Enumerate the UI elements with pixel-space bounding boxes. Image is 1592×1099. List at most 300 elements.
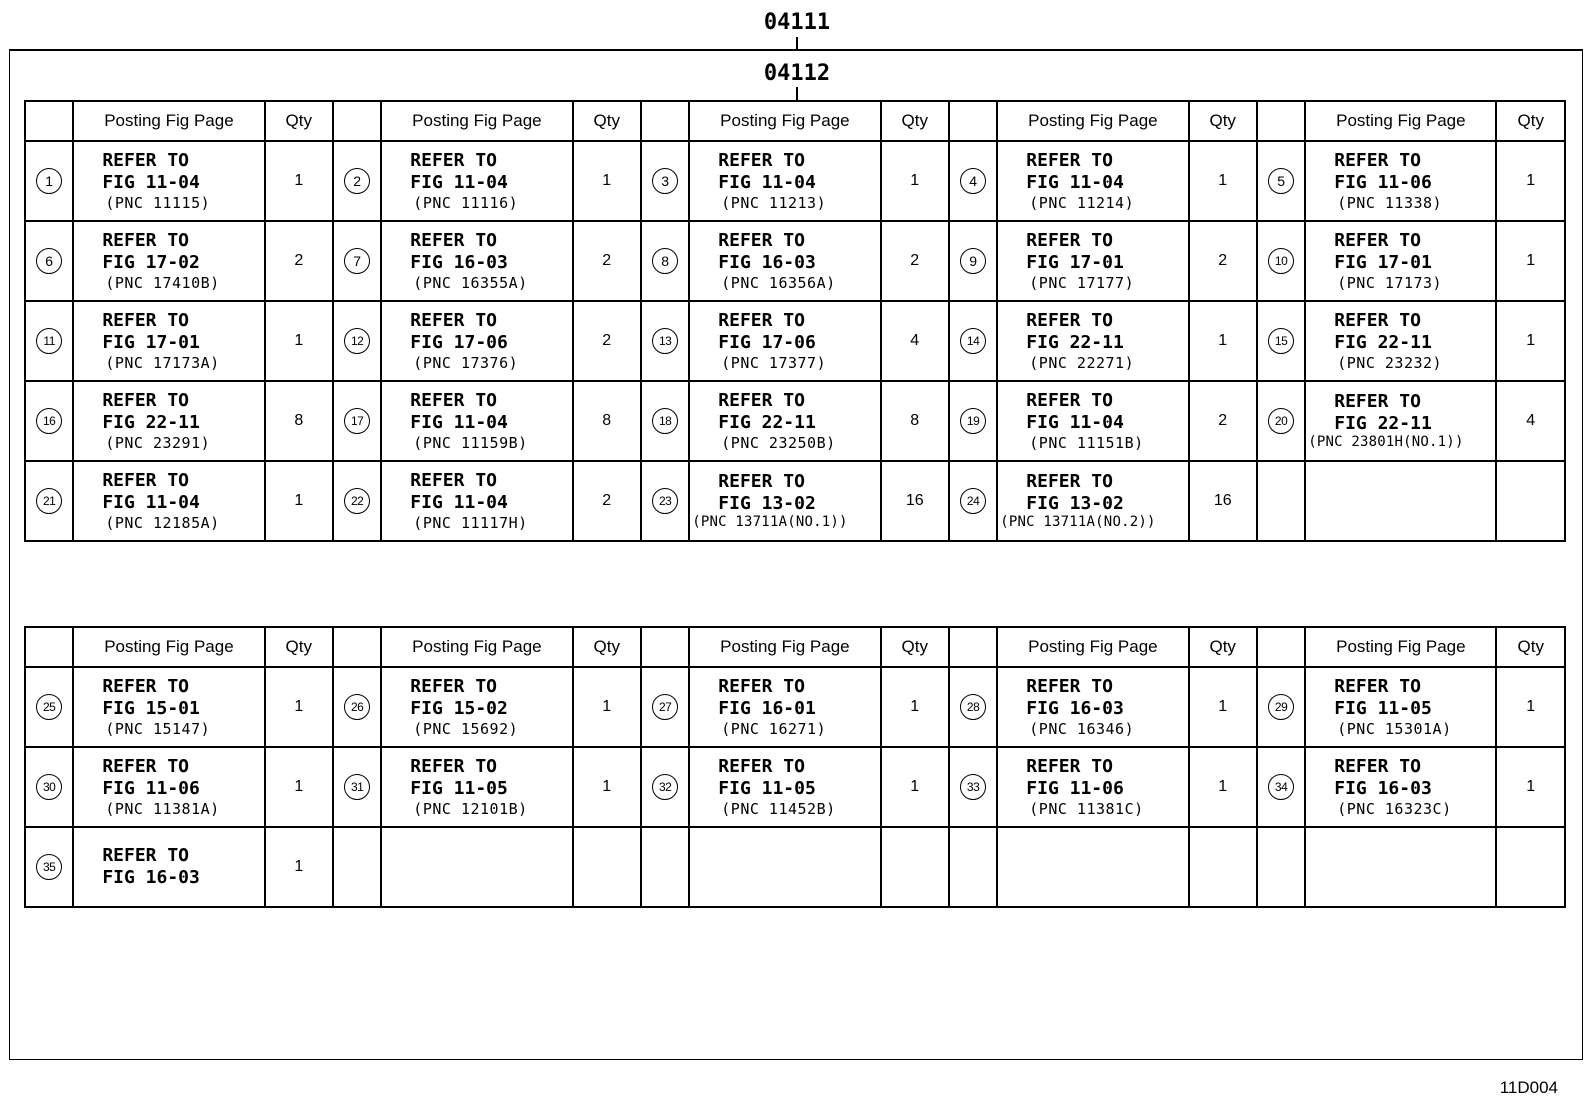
reference-text — [690, 756, 879, 817]
item-number-cell — [1257, 301, 1305, 381]
reference-cell — [1305, 747, 1496, 827]
reference-cell — [1305, 461, 1496, 541]
reference-cell — [997, 461, 1188, 541]
fig-reference: FIG 17-01 — [1026, 252, 1124, 273]
item-number-cell — [333, 141, 381, 221]
reference-text — [1306, 310, 1495, 371]
refer-to-label: REFER TO — [1026, 230, 1113, 252]
fig-reference: FIG 22-11 — [102, 412, 200, 433]
item-number-cell — [641, 381, 689, 461]
reference-text — [74, 390, 263, 451]
pnc-reference: (PNC 11117H) — [413, 513, 528, 532]
header-index-cell — [1257, 101, 1305, 141]
refer-to-label: REFER TO — [102, 470, 190, 492]
header-posting-fig-page: Posting Fig Page — [689, 627, 880, 667]
refer-to-label: REFER TO — [1026, 471, 1113, 492]
qty-cell: 1 — [265, 747, 333, 827]
qty-cell: 2 — [1189, 381, 1257, 461]
fig-reference: FIG 11-04 — [410, 412, 508, 433]
pnc-reference: (PNC 12185A) — [105, 513, 220, 532]
qty-cell: 1 — [265, 827, 333, 907]
item-number-badge: 30 — [36, 774, 62, 800]
refer-to-label: REFER TO — [718, 471, 805, 492]
qty-cell: 1 — [1496, 747, 1565, 827]
fig-reference: FIG 11-05 — [718, 778, 816, 799]
refer-to-label: REFER TO — [1334, 676, 1421, 698]
refer-to-label: REFER TO — [1334, 150, 1421, 172]
pnc-reference: (PNC 23250B) — [721, 433, 836, 452]
item-number-cell — [949, 141, 997, 221]
reference-text — [382, 150, 571, 211]
fig-reference: FIG 22-11 — [1334, 412, 1432, 434]
reference-text — [74, 470, 263, 531]
reference-text — [382, 310, 571, 371]
fig-reference: FIG 11-04 — [1026, 172, 1124, 193]
refer-to-label: REFER TO — [718, 756, 805, 778]
item-number-badge: 12 — [344, 328, 370, 354]
item-number-cell — [641, 221, 689, 301]
header-posting-fig-page: Posting Fig Page — [689, 101, 880, 141]
qty-cell: 8 — [881, 381, 949, 461]
item-number-cell — [949, 301, 997, 381]
fig-reference: FIG 11-06 — [1026, 778, 1124, 799]
item-number-cell — [641, 301, 689, 381]
reference-text — [690, 150, 879, 211]
reference-cell — [997, 667, 1188, 747]
reference-text — [998, 676, 1187, 737]
header-posting-fig-page: Posting Fig Page — [381, 627, 572, 667]
reference-cell — [381, 667, 572, 747]
pnc-reference: (PNC 11452B) — [721, 799, 836, 818]
reference-cell — [997, 381, 1188, 461]
item-number-badge: 5 — [1268, 168, 1294, 194]
reference-text — [1306, 150, 1495, 211]
pnc-reference: (PNC 12101B) — [413, 799, 528, 818]
qty-cell: 1 — [881, 667, 949, 747]
refer-to-label: REFER TO — [102, 310, 190, 332]
reference-cell — [73, 827, 264, 907]
pnc-reference: (PNC 16323C) — [1337, 799, 1452, 818]
header-index-cell — [641, 627, 689, 667]
refer-to-label: REFER TO — [718, 310, 805, 332]
item-number-badge: 7 — [344, 248, 370, 274]
reference-text — [998, 471, 1187, 531]
item-number-cell — [1257, 667, 1305, 747]
reference-cell — [689, 461, 880, 541]
fig-reference: FIG 11-04 — [718, 172, 816, 193]
item-number-cell — [333, 667, 381, 747]
item-number-badge: 14 — [960, 328, 986, 354]
item-number-cell — [1257, 221, 1305, 301]
fig-reference: FIG 11-06 — [1334, 172, 1432, 193]
item-number-cell — [1257, 461, 1305, 541]
item-number-cell — [1257, 381, 1305, 461]
reference-cell — [689, 301, 880, 381]
fig-reference: FIG 17-01 — [102, 332, 200, 353]
qty-cell: 8 — [573, 381, 641, 461]
refer-to-label: REFER TO — [718, 390, 805, 412]
item-number-badge: 16 — [36, 408, 62, 434]
reference-cell — [997, 747, 1188, 827]
item-number-cell — [641, 827, 689, 907]
reference-cell — [381, 141, 572, 221]
fig-reference: FIG 11-06 — [102, 778, 200, 799]
pnc-reference: (PNC 17173A) — [105, 353, 220, 372]
pnc-reference: (PNC 13711A(NO.1)) — [692, 514, 848, 531]
refer-to-label: REFER TO — [1334, 310, 1421, 332]
item-number-cell — [333, 301, 381, 381]
reference-text — [382, 470, 571, 531]
reference-text — [1306, 676, 1495, 737]
pnc-reference: (PNC 15147) — [105, 719, 211, 738]
qty-cell: 1 — [1496, 221, 1565, 301]
qty-cell: 16 — [881, 461, 949, 541]
table-row — [25, 461, 1565, 541]
fig-reference: FIG 15-01 — [102, 698, 200, 719]
callout-04112: 04112 — [763, 61, 831, 86]
item-number-badge: 31 — [344, 774, 370, 800]
table-row — [25, 667, 1565, 747]
refer-to-label: REFER TO — [1334, 230, 1421, 252]
item-number-cell — [641, 747, 689, 827]
refer-to-label: REFER TO — [718, 676, 805, 698]
item-number-badge: 10 — [1268, 248, 1294, 274]
qty-cell: 1 — [1496, 301, 1565, 381]
fig-reference: FIG 15-02 — [410, 698, 508, 719]
item-number-badge: 2 — [344, 168, 370, 194]
reference-cell — [1305, 141, 1496, 221]
table-row — [25, 141, 1565, 221]
reference-cell — [381, 381, 572, 461]
header-qty: Qty — [881, 627, 949, 667]
reference-text — [74, 676, 263, 737]
header-posting-fig-page: Posting Fig Page — [73, 101, 264, 141]
qty-cell: 1 — [573, 747, 641, 827]
qty-cell: 1 — [265, 141, 333, 221]
refer-to-label: REFER TO — [718, 150, 805, 172]
reference-text — [998, 230, 1187, 291]
reference-text — [690, 390, 879, 451]
header-row — [25, 101, 1565, 141]
qty-cell: 1 — [1496, 667, 1565, 747]
item-number-cell — [333, 461, 381, 541]
item-number-cell — [949, 747, 997, 827]
fig-reference: FIG 22-11 — [1334, 332, 1432, 353]
item-number-badge: 8 — [652, 248, 678, 274]
reference-cell — [689, 827, 880, 907]
reference-cell — [997, 827, 1188, 907]
pnc-reference: (PNC 23232) — [1337, 353, 1443, 372]
item-number-badge: 19 — [960, 408, 986, 434]
pnc-reference: (PNC 15692) — [413, 719, 519, 738]
table-row — [25, 827, 1565, 907]
reference-text — [382, 756, 571, 817]
fig-reference: FIG 11-04 — [102, 492, 200, 513]
fig-reference: FIG 11-04 — [102, 172, 200, 193]
qty-cell: 1 — [1189, 141, 1257, 221]
item-number-badge: 24 — [960, 488, 986, 514]
qty-cell: 1 — [1189, 667, 1257, 747]
reference-cell — [73, 221, 264, 301]
pnc-reference: (PNC 17410B) — [105, 273, 220, 292]
qty-cell: 1 — [1189, 301, 1257, 381]
header-posting-fig-page: Posting Fig Page — [73, 627, 264, 667]
pnc-reference: (PNC 11151B) — [1029, 433, 1144, 452]
item-number-cell — [1257, 747, 1305, 827]
header-qty: Qty — [265, 627, 333, 667]
pnc-reference: (PNC 17177) — [1029, 273, 1135, 292]
reference-text — [74, 230, 263, 291]
refer-to-label: REFER TO — [410, 756, 497, 778]
pnc-reference: (PNC 11213) — [721, 193, 827, 212]
refer-to-label: REFER TO — [1026, 390, 1113, 412]
header-index-cell — [949, 627, 997, 667]
item-number-badge: 1 — [36, 168, 62, 194]
item-number-badge: 9 — [960, 248, 986, 274]
refer-to-label: REFER TO — [102, 390, 190, 412]
header-qty: Qty — [881, 101, 949, 141]
refer-to-label: REFER TO — [1026, 310, 1113, 332]
refer-to-label: REFER TO — [1026, 756, 1113, 778]
qty-cell: 2 — [573, 461, 641, 541]
reference-cell — [1305, 301, 1496, 381]
pnc-reference: (PNC 16356A) — [721, 273, 836, 292]
header-index-cell — [25, 627, 73, 667]
figure-code: 11D004 — [1499, 1078, 1558, 1097]
pnc-reference: (PNC 22271) — [1029, 353, 1135, 372]
pnc-reference: (PNC 11159B) — [413, 433, 528, 452]
item-number-badge: 25 — [36, 694, 62, 720]
qty-cell: 2 — [1189, 221, 1257, 301]
table-row — [25, 221, 1565, 301]
reference-cell — [689, 141, 880, 221]
fig-reference: FIG 11-04 — [1026, 412, 1124, 433]
reference-cell — [381, 221, 572, 301]
header-row — [25, 627, 1565, 667]
reference-cell — [1305, 221, 1496, 301]
refer-to-label: REFER TO — [1334, 756, 1421, 778]
fig-reference: FIG 11-04 — [410, 172, 508, 193]
refer-to-label: REFER TO — [1026, 150, 1113, 172]
fig-reference: FIG 16-03 — [102, 867, 200, 888]
item-number-badge: 34 — [1268, 774, 1294, 800]
item-number-cell — [949, 381, 997, 461]
header-posting-fig-page: Posting Fig Page — [1305, 627, 1496, 667]
refer-to-label: REFER TO — [102, 230, 190, 252]
reference-cell — [689, 381, 880, 461]
reference-cell — [997, 141, 1188, 221]
header-posting-fig-page: Posting Fig Page — [1305, 101, 1496, 141]
reference-cell — [73, 667, 264, 747]
qty-cell: 1 — [1496, 141, 1565, 221]
qty-cell: 1 — [573, 141, 641, 221]
qty-cell: 16 — [1189, 461, 1257, 541]
reference-text — [1306, 756, 1495, 817]
item-number-badge: 22 — [344, 488, 370, 514]
item-number-cell — [333, 381, 381, 461]
reference-cell — [689, 221, 880, 301]
pnc-reference: (PNC 11115) — [105, 193, 211, 212]
item-number-badge: 4 — [960, 168, 986, 194]
reference-cell — [73, 141, 264, 221]
item-number-badge: 23 — [652, 488, 678, 514]
fig-reference: FIG 16-01 — [718, 698, 816, 719]
refer-to-label: REFER TO — [718, 230, 805, 252]
reference-text — [382, 390, 571, 451]
qty-cell — [1496, 827, 1565, 907]
item-number-cell — [949, 221, 997, 301]
item-number-cell — [25, 221, 73, 301]
pnc-reference: (PNC 11116) — [413, 193, 519, 212]
pnc-reference: (PNC 11214) — [1029, 193, 1135, 212]
reference-text — [74, 150, 263, 211]
table-row — [25, 747, 1565, 827]
qty-cell: 2 — [573, 301, 641, 381]
item-number-cell — [25, 461, 73, 541]
qty-cell: 1 — [881, 747, 949, 827]
qty-cell: 2 — [881, 221, 949, 301]
pnc-reference: (PNC 17173) — [1337, 273, 1443, 292]
qty-cell: 1 — [1189, 747, 1257, 827]
fig-reference: FIG 16-03 — [1334, 778, 1432, 799]
refer-to-label: REFER TO — [102, 150, 190, 172]
refer-to-label: REFER TO — [1026, 676, 1113, 698]
header-posting-fig-page: Posting Fig Page — [997, 101, 1188, 141]
fig-reference: FIG 17-06 — [718, 332, 816, 353]
qty-cell: 1 — [265, 301, 333, 381]
item-number-cell — [1257, 827, 1305, 907]
fig-reference: FIG 22-11 — [1026, 332, 1124, 353]
qty-cell — [1189, 827, 1257, 907]
item-number-cell — [333, 747, 381, 827]
item-number-cell — [25, 141, 73, 221]
qty-cell — [573, 827, 641, 907]
refer-to-label: REFER TO — [410, 470, 497, 492]
header-index-cell — [949, 101, 997, 141]
reference-text — [690, 230, 879, 291]
refer-to-label: REFER TO — [102, 676, 190, 698]
fig-reference: FIG 17-06 — [410, 332, 508, 353]
reference-text — [1306, 230, 1495, 291]
fig-reference: FIG 17-02 — [102, 252, 200, 273]
reference-text — [382, 230, 571, 291]
qty-cell: 1 — [265, 667, 333, 747]
reference-text — [690, 471, 879, 531]
fig-reference: FIG 16-03 — [1026, 698, 1124, 719]
pnc-reference: (PNC 11338) — [1337, 193, 1443, 212]
item-number-badge: 15 — [1268, 328, 1294, 354]
qty-cell: 4 — [1496, 381, 1565, 461]
reference-text — [382, 676, 571, 737]
item-number-badge: 29 — [1268, 694, 1294, 720]
reference-text — [690, 310, 879, 371]
pnc-reference: (PNC 13711A(NO.2)) — [1000, 514, 1156, 531]
refer-to-label: REFER TO — [410, 150, 497, 172]
pnc-reference: (PNC 17376) — [413, 353, 519, 372]
parts-table-1 — [24, 100, 1566, 542]
reference-cell — [381, 461, 572, 541]
reference-text — [998, 150, 1187, 211]
pnc-reference: (PNC 23801H(NO.1)) — [1308, 434, 1464, 451]
qty-cell: 2 — [265, 221, 333, 301]
item-number-badge: 13 — [652, 328, 678, 354]
qty-cell — [881, 827, 949, 907]
parts-table-2 — [24, 626, 1566, 908]
reference-text — [74, 845, 263, 888]
item-number-cell — [641, 667, 689, 747]
fig-reference: FIG 16-03 — [718, 252, 816, 273]
refer-to-label: REFER TO — [410, 390, 497, 412]
pnc-reference: (PNC 11381A) — [105, 799, 220, 818]
item-number-badge: 35 — [36, 854, 62, 880]
item-number-badge: 3 — [652, 168, 678, 194]
item-number-cell — [25, 301, 73, 381]
refer-to-label: REFER TO — [102, 845, 190, 867]
header-qty: Qty — [265, 101, 333, 141]
refer-to-label: REFER TO — [102, 756, 190, 778]
reference-cell — [1305, 381, 1496, 461]
fig-reference: FIG 13-02 — [718, 492, 816, 514]
reference-cell — [73, 461, 264, 541]
fig-reference: FIG 16-03 — [410, 252, 508, 273]
table-row — [25, 301, 1565, 381]
header-index-cell — [25, 101, 73, 141]
header-index-cell — [333, 101, 381, 141]
header-index-cell — [333, 627, 381, 667]
item-number-badge: 11 — [36, 328, 62, 354]
pnc-reference: (PNC 16271) — [721, 719, 827, 738]
reference-text — [998, 756, 1187, 817]
pnc-reference: (PNC 23291) — [105, 433, 211, 452]
qty-cell: 1 — [881, 141, 949, 221]
item-number-badge: 17 — [344, 408, 370, 434]
qty-cell: 8 — [265, 381, 333, 461]
qty-cell: 4 — [881, 301, 949, 381]
header-qty: Qty — [1189, 101, 1257, 141]
reference-text — [998, 390, 1187, 451]
reference-cell — [73, 381, 264, 461]
pnc-reference: (PNC 16355A) — [413, 273, 528, 292]
frame-top-border — [9, 49, 1583, 51]
fig-reference: FIG 17-01 — [1334, 252, 1432, 273]
refer-to-label: REFER TO — [410, 310, 497, 332]
reference-cell — [1305, 827, 1496, 907]
qty-cell: 1 — [265, 461, 333, 541]
reference-cell — [381, 301, 572, 381]
refer-to-label: REFER TO — [410, 230, 497, 252]
header-qty: Qty — [573, 101, 641, 141]
header-qty: Qty — [1496, 627, 1565, 667]
fig-reference: FIG 22-11 — [718, 412, 816, 433]
item-number-cell — [333, 827, 381, 907]
fig-reference: FIG 11-04 — [410, 492, 508, 513]
header-posting-fig-page: Posting Fig Page — [997, 627, 1188, 667]
refer-to-label: REFER TO — [1334, 391, 1421, 412]
reference-cell — [997, 221, 1188, 301]
fig-reference: FIG 11-05 — [1334, 698, 1432, 719]
item-number-cell — [641, 141, 689, 221]
reference-cell — [689, 747, 880, 827]
reference-text — [74, 310, 263, 371]
reference-cell — [1305, 667, 1496, 747]
item-number-cell — [949, 827, 997, 907]
item-number-cell — [25, 381, 73, 461]
qty-cell — [1496, 461, 1565, 541]
pnc-reference: (PNC 16346) — [1029, 719, 1135, 738]
reference-cell — [381, 827, 572, 907]
pnc-reference: (PNC 17377) — [721, 353, 827, 372]
item-number-badge: 28 — [960, 694, 986, 720]
